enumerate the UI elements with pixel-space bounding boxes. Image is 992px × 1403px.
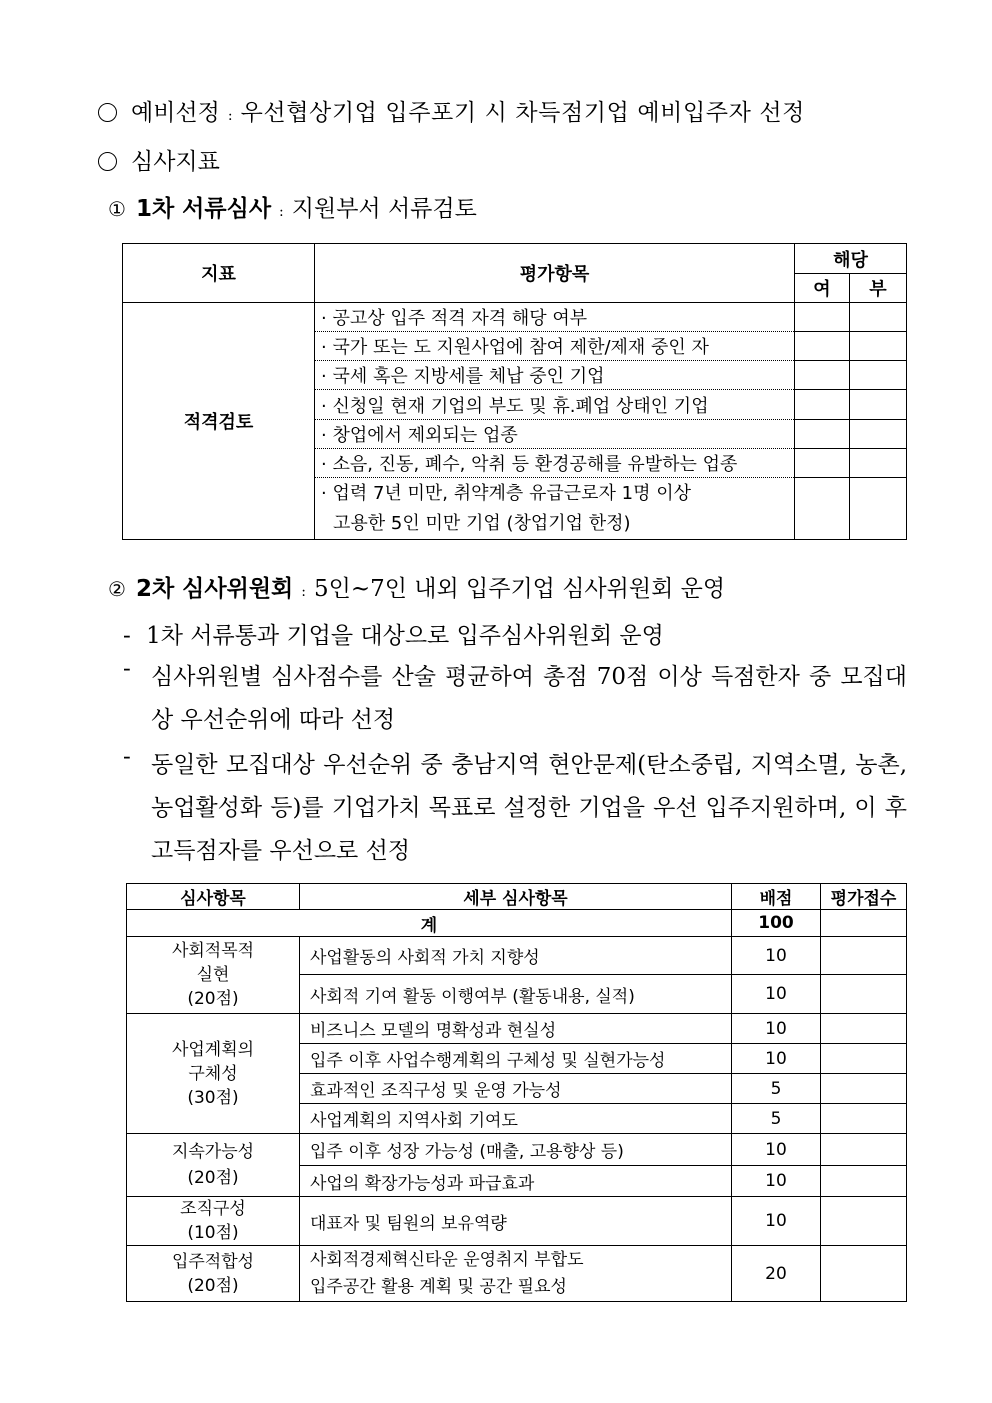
header-applicable: 해당 [795, 244, 907, 274]
eval-cell[interactable] [821, 910, 907, 937]
intro-item2-label: 심사지표 [131, 149, 220, 175]
score-cell: 20 [732, 1246, 821, 1302]
table-row: · 국세 혹은 지방세를 체납 중인 기업 [315, 361, 795, 390]
score-cell: 5 [732, 1074, 821, 1104]
score-cell: 10 [732, 1014, 821, 1044]
score-cell: 10 [732, 1166, 821, 1197]
score-cell: 10 [732, 937, 821, 975]
yes-cell[interactable] [795, 361, 850, 390]
step2-desc: 5인~7인 내외 입주기업 심사위원회 운영 [313, 576, 726, 602]
no-cell[interactable] [850, 420, 907, 449]
table-row: 사회적경제혁신타운 운영취지 부합도 입주공간 활용 계획 및 공간 필요성 [300, 1246, 732, 1302]
intro-item1-text: 우선협상기업 입주포기 시 차득점기업 예비입주자 선정 [240, 100, 805, 126]
yes-cell[interactable] [795, 449, 850, 478]
no-cell[interactable] [850, 449, 907, 478]
step1-heading: ① 1차 서류심사 : 지원부서 서류검토 [108, 196, 477, 222]
category-social-purpose: 사회적목적 실현 (20점) [127, 937, 300, 1014]
yes-cell[interactable] [795, 332, 850, 361]
header-eval: 평가접수 [821, 884, 907, 910]
table-row: 사업활동의 사회적 가치 지향성 [300, 937, 732, 975]
eval-cell[interactable] [821, 937, 907, 975]
review-table [126, 883, 907, 1302]
eval-cell[interactable] [821, 1134, 907, 1166]
eval-cell[interactable] [821, 1197, 907, 1246]
header-items: 평가항목 [315, 244, 795, 303]
step2-heading: ② 2차 심사위원회 : 5인~7인 내외 입주기업 심사위원회 운영 [108, 576, 726, 602]
category-organization: 조직구성 (10점) [127, 1197, 300, 1246]
header-indicator: 지표 [123, 244, 315, 303]
eval-cell[interactable] [821, 1166, 907, 1197]
circle-bullet-icon [98, 103, 117, 122]
table-row: 사업계획의 지역사회 기여도 [300, 1104, 732, 1134]
category-sustainability: 지속가능성 (20점) [127, 1134, 300, 1197]
eval-cell[interactable] [821, 1246, 907, 1302]
no-cell[interactable] [850, 478, 907, 540]
bullet-2: 심사위원별 심사점수를 산술 평균하여 총점 70점 이상 득점한자 중 모집대상 우선순위에 따라 선정 [151, 664, 907, 733]
no-cell[interactable] [850, 390, 907, 420]
header-detail: 세부 심사항목 [300, 884, 732, 910]
no-cell[interactable] [850, 303, 907, 332]
step2-title: 2차 심사위원회 [135, 576, 294, 602]
step2-marker: ② [108, 577, 126, 601]
eval-cell[interactable] [821, 1044, 907, 1074]
table-row: 입주 이후 사업수행계획의 구체성 및 실현가능성 [300, 1044, 732, 1074]
header-category: 심사항목 [127, 884, 300, 910]
score-cell: 10 [732, 975, 821, 1014]
intro-line-2 [98, 143, 220, 176]
table-row: 효과적인 조직구성 및 운영 가능성 [300, 1074, 732, 1104]
table-row: · 신청일 현재 기업의 부도 및 휴.폐업 상태인 기업 [315, 390, 795, 420]
header-no: 부 [850, 274, 907, 303]
total-score: 100 [732, 910, 821, 937]
no-cell[interactable] [850, 332, 907, 361]
table-row: · 창업에서 제외되는 업종 [315, 420, 795, 449]
intro-line-1: 예비선정 : 우선협상기업 입주포기 시 차득점기업 예비입주자 선정 [98, 94, 805, 127]
group-eligibility: 적격검토 [123, 303, 315, 540]
category-business-plan: 사업계획의 구체성 (30점) [127, 1014, 300, 1134]
score-cell: 10 [732, 1197, 821, 1246]
no-cell[interactable] [850, 361, 907, 390]
table-row: 입주 이후 성장 가능성 (매출, 고용향상 등) [300, 1134, 732, 1166]
table-row: · 소음, 진동, 폐수, 악취 등 환경공해를 유발하는 업종 [315, 449, 795, 478]
bullet-1: - 1차 서류통과 기업을 대상으로 입주심사위원회 운영 [123, 623, 664, 649]
table-row: 비즈니스 모델의 명확성과 현실성 [300, 1014, 732, 1044]
score-cell: 5 [732, 1104, 821, 1134]
category-suitability: 입주적합성 (20점) [127, 1246, 300, 1302]
eval-cell[interactable] [821, 1074, 907, 1104]
screening-table [122, 243, 907, 540]
eval-cell[interactable] [821, 975, 907, 1014]
step1-marker: ① [108, 197, 126, 221]
table-row: · 업력 7년 미만, 취약계층 유급근로자 1명 이상 고용한 5인 미만 기업 (창업기업 한정) [315, 478, 795, 540]
bullet-3: 동일한 모집대상 우선순위 중 충남지역 현안문제(탄소중립, 지역소멸, 농촌, 농업활성화 등)를 기업가치 목표로 설정한 기업을 우선 입주지원하며, 이 후 고득점자를 우선으로 선정 [151, 752, 907, 864]
score-cell: 10 [732, 1134, 821, 1166]
circle-bullet-icon [98, 152, 117, 171]
step1-desc: 지원부서 서류검토 [291, 196, 477, 222]
yes-cell[interactable] [795, 303, 850, 332]
header-yes: 여 [795, 274, 850, 303]
eval-cell[interactable] [821, 1104, 907, 1134]
yes-cell[interactable] [795, 390, 850, 420]
total-label: 계 [127, 910, 732, 937]
table-row: · 공고상 입주 적격 자격 해당 여부 [315, 303, 795, 332]
table-row: 대표자 및 팀원의 보유역량 [300, 1197, 732, 1246]
table-row: · 국가 또는 도 지원사업에 참여 제한/제재 중인 자 [315, 332, 795, 361]
yes-cell[interactable] [795, 420, 850, 449]
table-row: 사회적 기여 활동 이행여부 (활동내용, 실적) [300, 975, 732, 1014]
eval-cell[interactable] [821, 1014, 907, 1044]
score-cell: 10 [732, 1044, 821, 1074]
intro-item1-label: 예비선정 [131, 100, 220, 126]
yes-cell[interactable] [795, 478, 850, 540]
header-score: 배점 [732, 884, 821, 910]
table-row: 사업의 확장가능성과 파급효과 [300, 1166, 732, 1197]
step1-title: 1차 서류심사 [135, 196, 272, 222]
